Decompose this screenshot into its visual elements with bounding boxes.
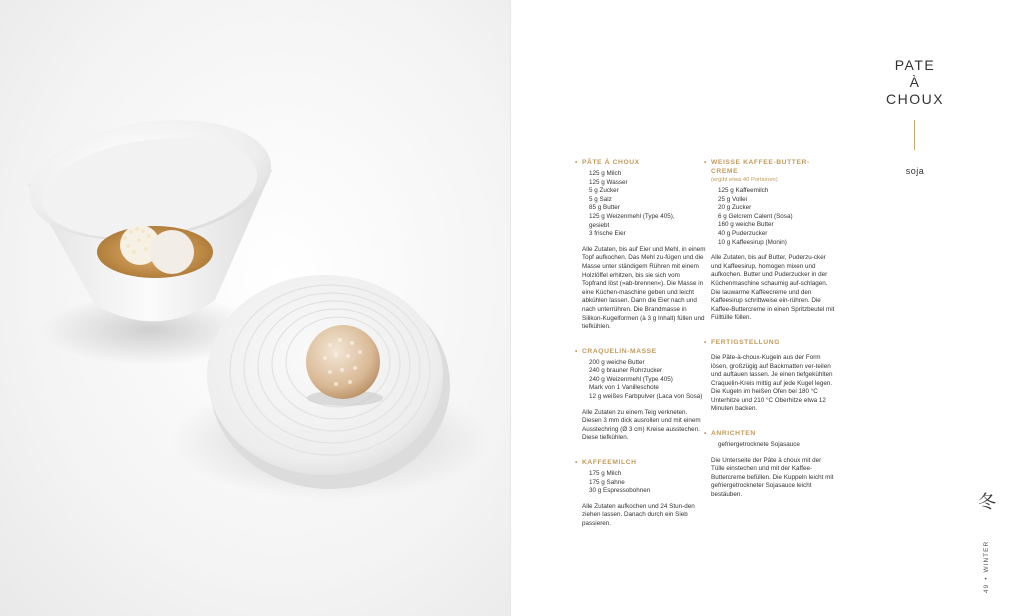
ingredient-item: 240 g Weizenmehl (Type 405) (589, 375, 673, 383)
ingredient-item: 175 g Milch (589, 470, 622, 478)
ingredient-item: 240 g brauner Rohrzucker (589, 367, 663, 375)
ingredient-list (589, 470, 706, 496)
season-label: WINTER (983, 540, 990, 573)
section-heading: • PÂTE À CHOUX (575, 159, 640, 166)
ingredient-item: gesiebt (589, 221, 610, 229)
instruction-paragraph: Die Unterseite der Pâte à choux mit der Tülle einstechen und mit der Kaffee-Buttercreme befüllen. Die Kuppeln leicht mit gefriergetrockneter Sojasauce leicht bestäuben. (711, 456, 834, 499)
instruction-paragraph: Alle Zutaten aufkochen und 24 Stun-den ziehen lassen. Danach durch ein Sieb passieren. (582, 502, 695, 527)
ingredient-item: 175 g Sahne (589, 478, 625, 486)
section-heading: • WEISSE KAFFEE-BUTTER-CREME (704, 159, 810, 175)
bullet-icon: • (704, 430, 707, 438)
ingredient-item: 12 g weißes Farbpulver (Laca von Sosa) (589, 393, 703, 401)
bullet-icon: • (704, 338, 707, 346)
ingredient-item: 160 g weiche Butter (718, 221, 774, 229)
ingredient-item: 200 g weiche Butter (589, 358, 645, 366)
bullet-icon: • (704, 159, 707, 166)
ingredient-item: 5 g Salz (589, 195, 612, 203)
title-line: PATE (894, 57, 936, 74)
ingredient-item: gefriergetrocknete Sojasauce (718, 441, 800, 449)
recipe-title (878, 57, 952, 108)
ingredient-item: 20 g Zucker (718, 204, 752, 212)
recipe-column-right (704, 158, 835, 515)
section-heading: • ANRICHTEN (704, 430, 756, 438)
recipe-section-kaffeemilch (575, 458, 706, 529)
ingredient-item: Mark von 1 Vanilleschote (589, 384, 659, 392)
recipe-column-left (575, 158, 706, 544)
title-line: À (909, 74, 921, 91)
recipe-section-craquelin (575, 347, 706, 443)
ingredient-item: 5 g Zucker (589, 187, 619, 195)
title-line: CHOUX (885, 91, 945, 108)
bullet-icon: • (575, 159, 578, 166)
ingredient-list (589, 359, 706, 402)
instruction-paragraph: Alle Zutaten, bis auf Butter, Puderzu-cker und Kaffeesirup, homogen mixen und aufkochen. Butter und Puderzucker in der Küchenmaschine schaumig auf-schlagen. Die lauwarme Kaffeecreme und den Kaffeesirup schrittweise ein-rühren. Die Kaffee-Buttercreme in einen Spritzbeutel mit Fülltülle füllen. (711, 254, 835, 322)
section-heading: • CRAQUELIN-MASSE (575, 347, 657, 355)
bullet-icon: • (575, 459, 578, 467)
ingredient-list (718, 187, 835, 247)
ingredient-item: 125 g Weizenmehl (Type 405), (589, 212, 675, 220)
recipe-section-fertigstellung (704, 338, 835, 414)
instruction-paragraph: Alle Zutaten zu einem Teig verkneten. Diesen 3 mm dick ausrollen und mit einem Ausstechring (Ø 3 cm) Kreise ausstechen. Diese tiefkühlen. (582, 408, 701, 442)
season-character: 冬 (978, 492, 996, 513)
instruction-paragraph: Alle Zutaten, bis auf Eier und Mehl, in einem Topf aufkochen. Das Mehl zu-fügen und die Masse unter ständigem Rühren mit einem Holzlöffel erhitzen, bis sie sich vom Topfrand löst (»ab-brennen«). Die Masse in eine Küchen-maschine geben und leicht abkühlen lassen. Dann die Eier nach und nach unterrühren. Die Brandmasse in Silikon-Kugelformen (à 3 g Inhalt) füllen und tiefkühlen. (582, 245, 706, 331)
recipe-section-butter-creme (704, 158, 835, 323)
ingredient-list (718, 441, 835, 450)
ingredient-item: 30 g Espressobohnen (589, 487, 651, 495)
section-heading: • KAFFEEMILCH (575, 459, 637, 467)
ingredient-item: 40 g Puderzucker (718, 229, 768, 237)
recipe-section-pate-a-choux (575, 158, 706, 332)
bullet-icon: • (575, 347, 578, 355)
ingredient-item: 125 g Milch (589, 170, 622, 177)
section-note: (ergibt etwa 40 Portionen) (711, 177, 778, 183)
ingredient-item: 85 g Butter (589, 204, 620, 212)
ingredient-item: 125 g Wasser (589, 178, 628, 186)
ingredient-list (589, 170, 706, 239)
section-heading: • FERTIGSTELLUNG (704, 338, 780, 346)
ingredient-item: 10 g Kaffeesirup (Monin) (718, 238, 787, 246)
ingredient-item: 3 frische Eier (589, 230, 626, 238)
title-divider (914, 120, 915, 150)
ingredient-item: 6 g Gelcrem Calent (Sosa) (718, 212, 793, 220)
instruction-paragraph: Die Pâte-à-choux-Kugeln aus der Form lösen, großzügig auf Backmatten ver-teilen und auftauen lassen. Je einen tiefgekühlten Craquelin-Kreis mittig auf jede Kugel legen. Die Kugeln im heißen Ofen bei 180 °C Unterhitze und 210 °C Oberhitze etwa 12 Minuten backen. (711, 353, 833, 413)
separator-dot: • (983, 576, 990, 580)
page-number: 49 (983, 583, 990, 593)
recipe-subtitle: soja (905, 166, 925, 176)
recipe-section-anrichten (704, 429, 835, 500)
ingredient-item: 25 g Vollei (718, 195, 748, 203)
ingredient-item: 125 g Kaffeemilch (718, 187, 769, 194)
page-footer-vertical (983, 533, 993, 593)
